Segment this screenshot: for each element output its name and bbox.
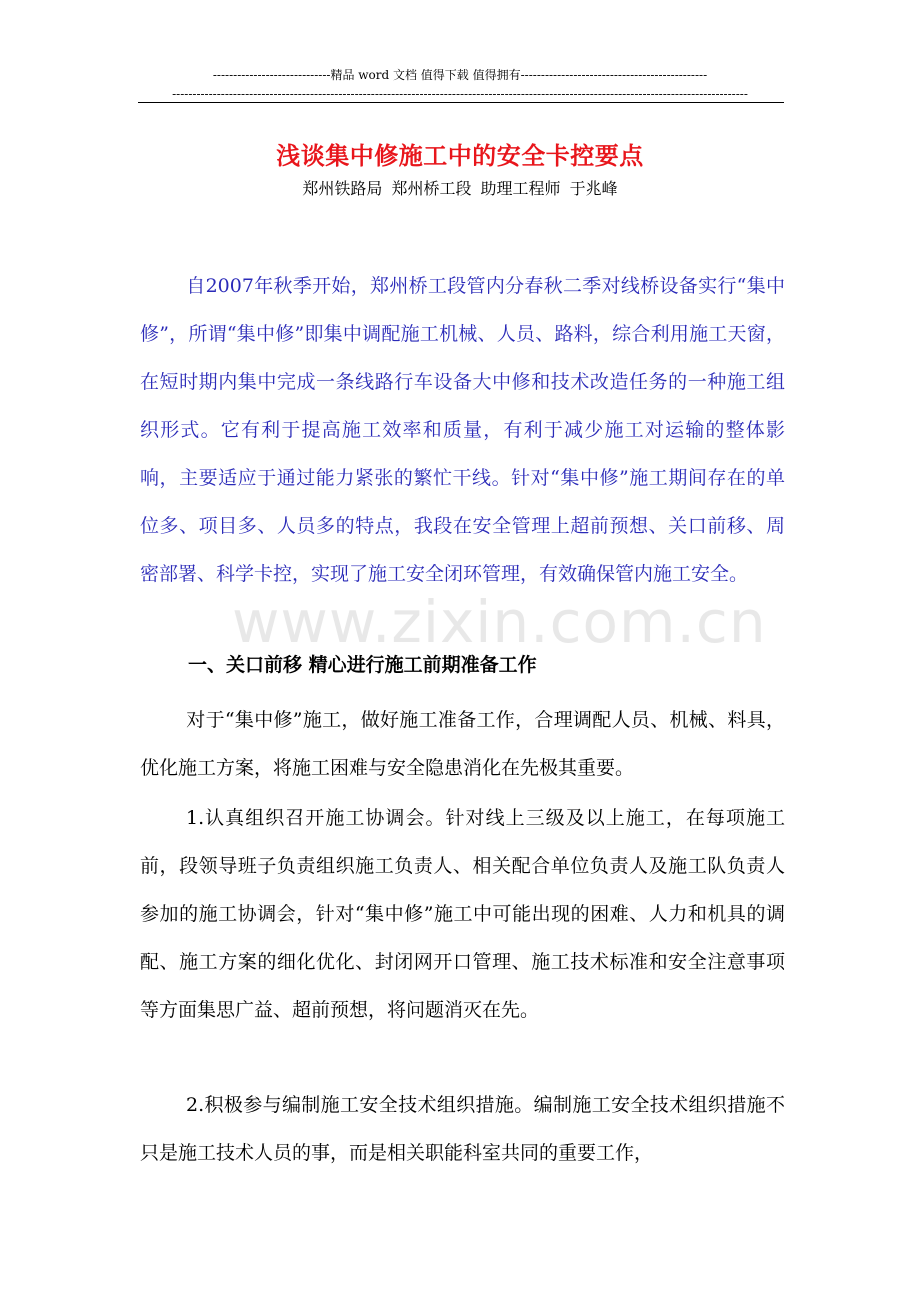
- document-header-banner: -----------------------------精品 word 文档 值得下载 值得拥有----------------------------------------------: [212, 68, 708, 82]
- author-line: 郑州铁路局 郑州桥工段 助理工程师 于兆峰: [302, 179, 618, 198]
- section-heading: 一、关口前移 精心进行施工前期准备工作: [188, 654, 537, 676]
- header-dash-line: ----------------------------------------------------------------------------------------------------------------------------------------------: [172, 87, 748, 101]
- paragraph-text: 2.积极参与编制施工安全技术组织措施。编制施工安全技术组织措施不只是施工技术人员的事，而是相关职能科室共同的重要工作，: [140, 1094, 785, 1164]
- body-paragraph: [140, 1081, 785, 1177]
- header-rule: [138, 102, 784, 103]
- body-paragraph: [140, 794, 785, 1034]
- watermark: www.zixin.com.cn: [232, 588, 767, 656]
- paragraph-text: 1.认真组织召开施工协调会。针对线上三级及以上施工，在每项施工前，段领导班子负责组织施工负责人、相关配合单位负责人及施工队负责人参加的施工协调会，针对“集中修”施工中可能出现的困难、人力和机具的调配、施工方案的细化优化、封闭网开口管理、施工技术标准和安全注意事项等方面集思广益、超前预想，将问题消灭在先。: [140, 807, 785, 1021]
- intro-paragraph: [140, 262, 785, 598]
- document-title: 浅谈集中修施工中的安全卡控要点: [276, 142, 644, 171]
- paragraph-text: 对于“集中修”施工，做好施工准备工作，合理调配人员、机械、料具，优化施工方案，将施工困难与安全隐患消化在先极其重要。: [140, 709, 785, 779]
- intro-text: 自2007年秋季开始，郑州桥工段管内分春秋二季对线桥设备实行“集中修”，所谓“集中修”即集中调配施工机械、人员、路料，综合利用施工天窗，在短时期内集中完成一条线路行车设备大中修和技术改造任务的一种施工组织形式。它有利于提高施工效率和质量，有利于减少施工对运输的整体影响，主要适应于通过能力紧张的繁忙干线。针对“集中修”施工期间存在的单位多、项目多、人员多的特点，我段在安全管理上超前预想、关口前移、周密部署、科学卡控，实现了施工安全闭环管理，有效确保管内施工安全。: [140, 275, 785, 585]
- body-paragraph: [140, 696, 785, 792]
